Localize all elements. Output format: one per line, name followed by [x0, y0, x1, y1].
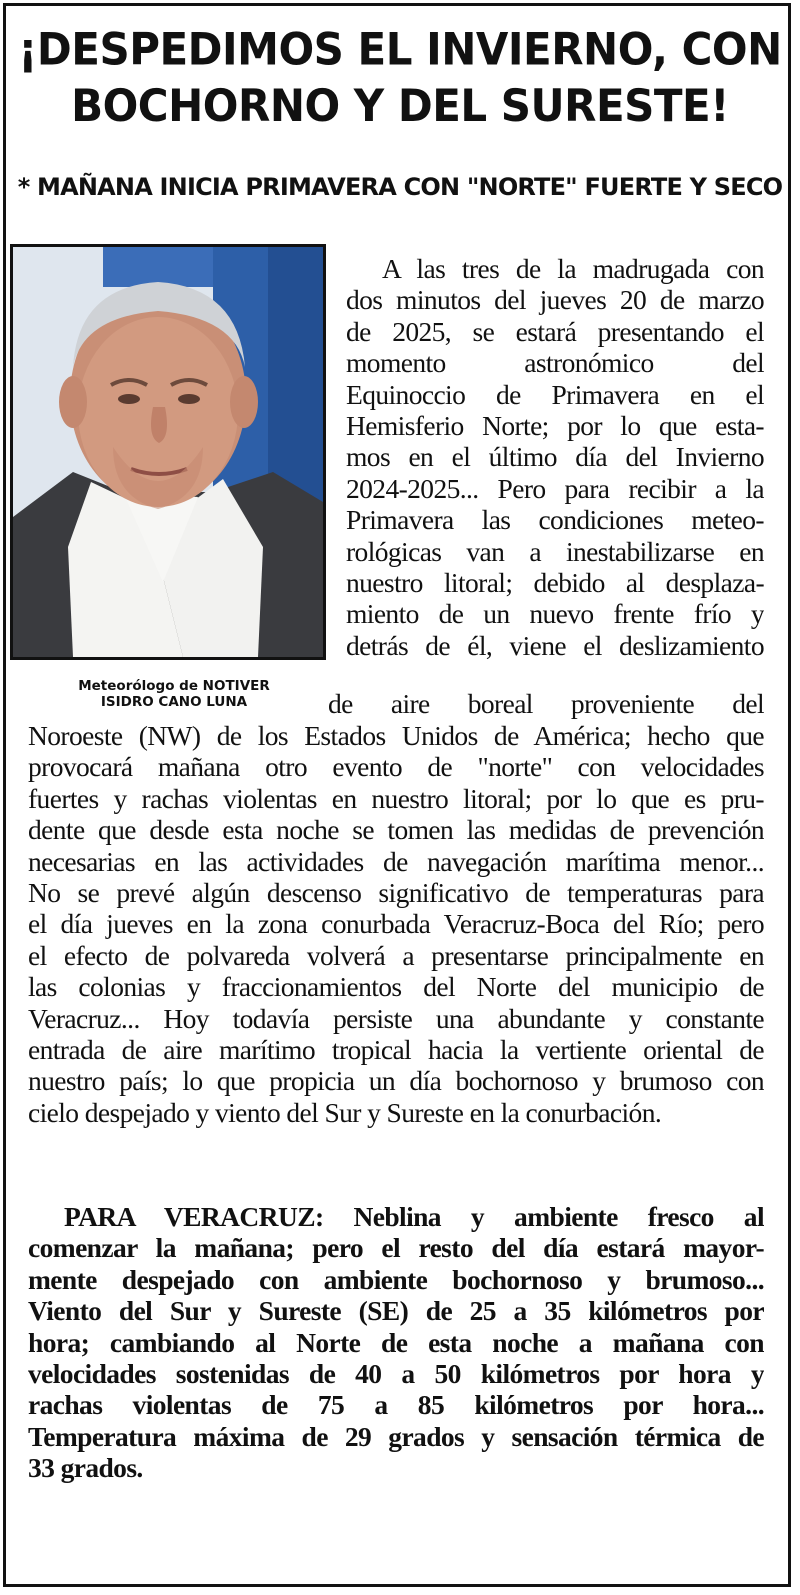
body-line: Veracruz... Hoy todavía persiste una abundante y constante	[28, 1002, 764, 1034]
body-line: detrás de él, viene el deslizamiento	[346, 629, 764, 661]
headline	[10, 21, 790, 134]
body-line: 2024-2025... Pero para recibir a la	[346, 472, 764, 504]
meteorologist-photo	[10, 244, 326, 660]
body-line: Noroeste (NW) de los Estados Unidos de América; hecho que	[28, 720, 764, 751]
forecast-line: comenzar la mañana; pero el resto del día estará mayor-	[28, 1232, 764, 1264]
body-line: rológicas van a inestabilizarse en	[346, 535, 764, 567]
forecast-line: PARA VERACRUZ: Neblina y ambiente fresco al	[64, 1201, 764, 1232]
forecast-line: Viento del Sur y Sureste (SE) de 25 a 35 kilómetros por	[28, 1295, 764, 1327]
body-column-beside-photo	[346, 253, 764, 661]
body-line-under-caption-block	[328, 688, 764, 719]
body-line: mos en el último día del Invierno	[346, 441, 764, 473]
body-line: el efecto de polvareda volverá a presentarse principalmente en	[28, 939, 764, 971]
body-line: dente que desde esta noche se tomen las medidas de prevención	[28, 814, 764, 846]
body-line: cielo despejado y viento del Sur y Sureste en la conurbación.	[28, 1096, 662, 1128]
headline-line-1: ¡DESPEDIMOS EL INVIERNO, CON	[18, 23, 782, 75]
body-line: provocará mañana otro evento de "norte" con velocidades	[28, 751, 764, 783]
body-line: fuertes y rachas violentas en nuestro litoral; por lo que es pru-	[28, 782, 764, 814]
body-line: nuestro litoral; debido al desplaza-	[346, 566, 764, 598]
body-line: nuestro país; lo que propicia un día bochornoso y brumoso con	[28, 1065, 764, 1097]
forecast-line: mente despejado con ambiente bochornoso y brumoso...	[28, 1263, 764, 1295]
body-line: las colonias y fraccionamientos del Norte del municipio de	[28, 971, 764, 1003]
photo-caption	[36, 678, 312, 710]
body-line: No se prevé algún descenso significativo de temperaturas para	[28, 876, 764, 908]
forecast-line: hora; cambiando al Norte de esta noche a mañana con	[28, 1326, 764, 1358]
body-line: de aire boreal proveniente del	[328, 688, 764, 719]
forecast-line: velocidades sostenidas de 40 a 50 kilómetros por hora y	[28, 1357, 764, 1389]
body-line: de 2025, se estará presentando el	[346, 315, 764, 347]
body-line: dos minutos del jueves 20 de marzo	[346, 284, 764, 316]
body-line: Hemisferio Norte; por lo que esta-	[346, 409, 764, 441]
caption-line-1: Meteorólogo de NOTIVER	[78, 678, 270, 694]
body-line: Primavera las condiciones meteo-	[346, 504, 764, 536]
body-full-width	[28, 720, 764, 1128]
body-line: entrada de aire marítimo tropical hacia la vertiente oriental de	[28, 1033, 764, 1065]
portrait-illustration	[13, 247, 323, 657]
forecast-line: Temperatura máxima de 29 grados y sensación térmica de	[28, 1420, 764, 1452]
body-line: miento de un nuevo frente frío y	[346, 598, 764, 630]
caption-line-2: ISIDRO CANO LUNA	[100, 694, 248, 710]
body-line: A las tres de la madrugada con	[382, 253, 764, 284]
headline-line-2: BOCHORNO Y DEL SURESTE!	[71, 80, 729, 132]
forecast-paragraph	[28, 1201, 764, 1484]
forecast-line: 33 grados.	[28, 1452, 143, 1484]
body-line: necesarias en las actividades de navegación marítima menor...	[28, 845, 764, 877]
body-line: Equinoccio de Primavera en el	[346, 378, 764, 410]
subheadline: * MAÑANA INICIA PRIMAVERA CON "NORTE" FUERTE Y SECO	[17, 173, 783, 201]
body-line: momento astronómico del	[346, 347, 764, 379]
forecast-line: rachas violentas de 75 a 85 kilómetros por hora...	[28, 1389, 764, 1421]
body-line: el día jueves en la zona conurbada Veracruz-Boca del Río; pero	[28, 908, 764, 940]
